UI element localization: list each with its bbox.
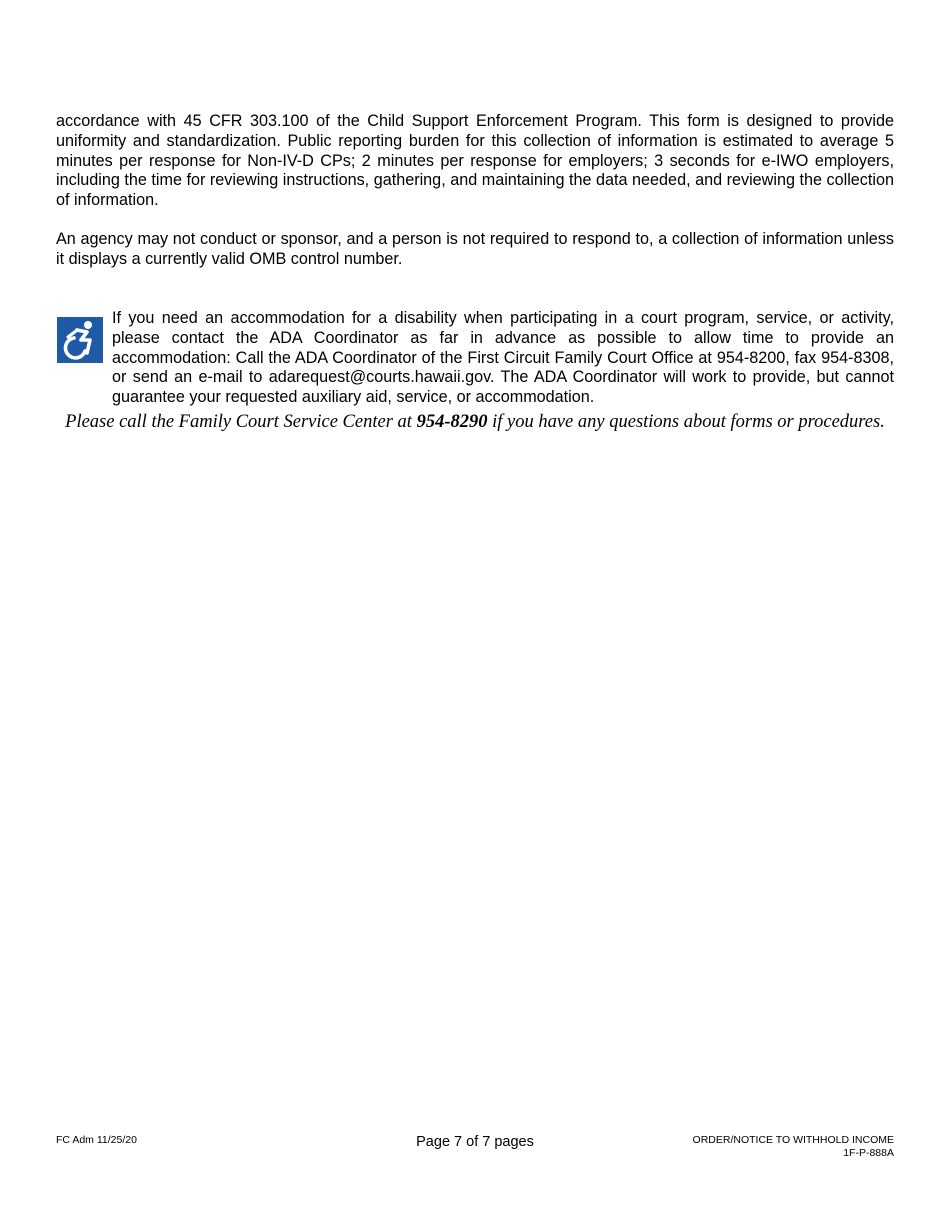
service-center-text-after: if you have any questions about forms or procedures. <box>487 412 885 432</box>
page-number: Page 7 of 7 pages <box>416 1134 534 1150</box>
burden-statement-paragraph: accordance with 45 CFR 303.100 of the Child Support Enforcement Program. This form is designed to provide uniformity and standardization. Public reporting burden for this collection of information is estimated to average 5 minutes per response for Non-IV-D CPs; 2 minutes per response for employers; 3 seconds for e-IWO employers, including the time for reviewing instructions, gathering, and maintaining the data needed, and reviewing the collection of information. <box>56 112 894 210</box>
form-revision: FC Adm 11/25/20 <box>56 1134 137 1146</box>
accessibility-wheelchair-icon <box>57 317 103 363</box>
form-number: 1F-P-888A <box>843 1146 894 1159</box>
service-center-phone: 954-8290 <box>416 412 488 432</box>
ada-notice-text: If you need an accommodation for a disability when participating in a court program, service, or activity, please contact the ADA Coordinator as far in advance as possible to allow time to provide an accommodation: Call the ADA Coordinator of the First Circuit Family Court Office at 954-8200, fax 954-8308, or send an e-mail to adarequest@courts.hawaii.gov. The ADA Coordinator will work to provide, but cannot guarantee your requested auxiliary aid, service, or accommodation. <box>112 309 894 407</box>
service-center-line <box>0 412 950 433</box>
form-identifier <box>693 1134 894 1159</box>
service-center-text-before: Please call the Family Court Service Center at <box>65 412 417 432</box>
omb-notice-paragraph: An agency may not conduct or sponsor, and a person is not required to respond to, a collection of information unless it displays a currently valid OMB control number. <box>56 230 894 268</box>
form-title: ORDER/NOTICE TO WITHHOLD INCOME <box>692 1134 894 1146</box>
